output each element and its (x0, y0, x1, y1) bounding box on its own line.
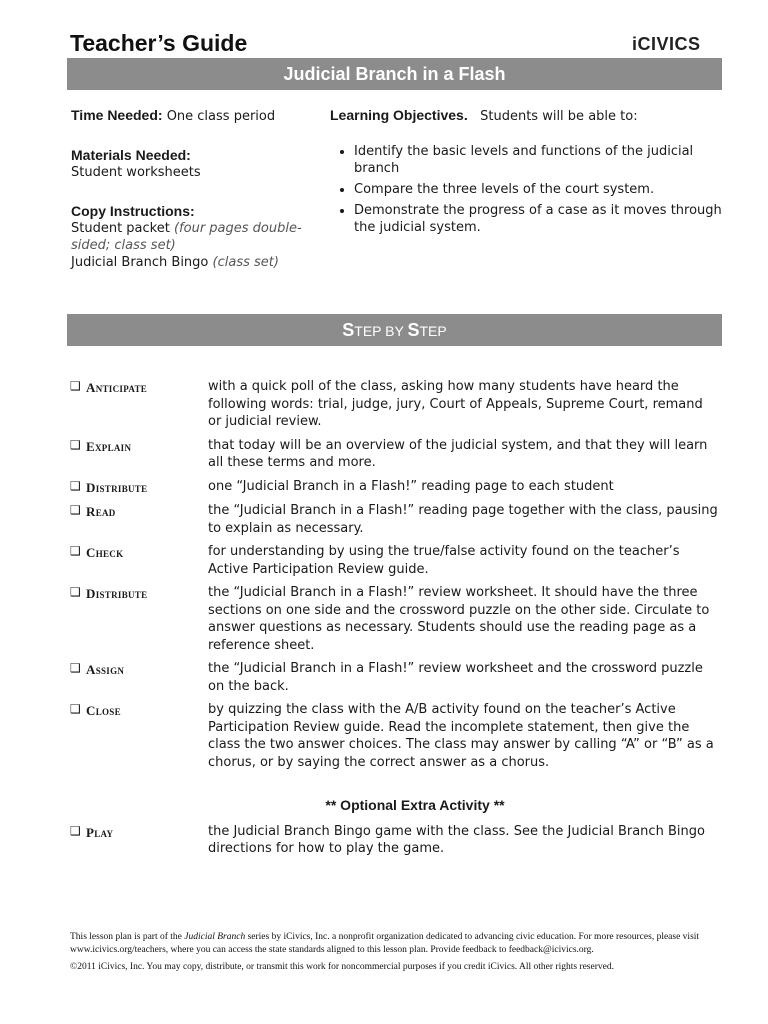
step-item (70, 502, 720, 537)
checkbox-icon[interactable]: ❑ (70, 437, 81, 452)
step-item (70, 584, 720, 654)
step-verb: Distribute (86, 586, 148, 601)
step-description: one “Judicial Branch in a Flash!” reading page to each student (208, 478, 614, 494)
step-description: the “Judicial Branch in a Flash!” reading page together with the class, pausing to explain as necessary. (208, 503, 718, 536)
step-description: the Judicial Branch Bingo game with the class. See the Judicial Branch Bingo directions for how to play the game. (208, 823, 705, 856)
copy-item-note: (four pages double-sided; class set) (71, 221, 302, 253)
copy-item-text: Judicial Branch Bingo (71, 255, 209, 270)
copy-instructions (71, 203, 316, 271)
step-item (70, 478, 720, 497)
step-verb: Check (86, 545, 124, 560)
optional-activity-heading: ** Optional Extra Activity ** (325, 797, 505, 813)
checkbox-icon[interactable]: ❑ (70, 478, 81, 493)
step-verb: Play (86, 824, 114, 840)
step-verb: Distribute (86, 479, 148, 495)
checkbox-icon[interactable]: ❑ (70, 585, 81, 599)
time-label: Time Needed: (71, 107, 163, 123)
banner-letter: S (342, 320, 355, 340)
footer-series-name: Judicial Branch (184, 932, 246, 942)
checkbox-icon[interactable]: ❑ (70, 661, 81, 675)
objectives-list (330, 143, 725, 236)
step-item (70, 437, 720, 472)
step-description: the “Judicial Branch in a Flash!” review worksheet and the crossword puzzle on the back. (208, 661, 703, 694)
step-verb: Anticipate (86, 380, 148, 395)
checkbox-icon[interactable]: ❑ (70, 823, 81, 838)
copy-label: Copy Instructions: (71, 203, 195, 219)
objective-item: • Demonstrate the progress of a case as it moves through the judicial system. (354, 202, 725, 236)
lesson-title-banner: Judicial Branch in a Flash (67, 58, 722, 90)
learning-objectives (330, 107, 725, 240)
lesson-info (71, 107, 316, 271)
footer-copyright: ©2011 iCivics, Inc. You may copy, distribute, or transmit this work for noncommercial purposes if you credit iCivics. All other rights reserved. (70, 962, 614, 972)
step-description: that today will be an overview of the judicial system, and that they will learn all these terms and more. (208, 437, 708, 470)
step-item (70, 378, 720, 431)
checkbox-icon[interactable]: ❑ (70, 379, 81, 393)
copy-item-text: Student packet (71, 221, 170, 236)
checkbox-icon[interactable]: ❑ (70, 503, 81, 517)
checkbox-icon[interactable]: ❑ (70, 544, 81, 558)
step-item (70, 543, 720, 578)
icivics-logo: iCIVICS (632, 34, 701, 54)
copy-item-note: (class set) (212, 255, 279, 270)
materials-needed (71, 147, 316, 181)
time-value: One class period (166, 109, 276, 124)
banner-word: TEP (354, 323, 386, 339)
materials-label: Materials Needed: (71, 147, 191, 163)
objective-item: • Identify the basic levels and functions of the judicial branch (354, 143, 725, 177)
banner-letter: S (407, 320, 420, 340)
page-title: Teacher’s Guide (70, 30, 248, 56)
step-item (70, 660, 720, 695)
step-verb: Assign (86, 662, 125, 677)
step-description: by quizzing the class with the A/B activity found on the teacher’s Active Participation Review guide. Read the incomplete statement, then give the class the two answer choices. The class may answer by calling “A” or “B” as a chorus, or by saying the correct answer as a chorus. (208, 702, 714, 770)
copy-item (71, 220, 316, 254)
footer (70, 931, 730, 974)
step-verb: Close (86, 703, 121, 718)
objective-item: • Compare the three levels of the court system. (354, 181, 725, 198)
optional-step-item (70, 823, 720, 858)
footer-text: series by iCivics, Inc. a nonprofit organization dedicated to advancing civic education. For more resources, please visit www.icivics.org/teachers, where you can access the state standards aligned to this lesson plan. Provide feedback to feedback@icivics.org. (70, 932, 700, 955)
step-description: the “Judicial Branch in a Flash!” review worksheet. It should have the three sections on one side and the crossword puzzle on the other side. Circulate to answer questions as necessary. Students should use the reading page as a reference sheet. (208, 585, 710, 653)
footer-text: This lesson plan is part of the (70, 932, 185, 942)
step-verb: Read (86, 504, 116, 519)
objectives-label: Learning Objectives. (330, 107, 468, 123)
materials-value: Student worksheets (71, 165, 201, 180)
copy-item (71, 254, 316, 271)
steps-list (70, 378, 720, 864)
step-by-step-banner (67, 314, 722, 346)
step-verb: Explain (86, 438, 132, 454)
banner-word: BY (385, 323, 408, 339)
banner-word: TEP (419, 323, 447, 339)
footer-note (70, 931, 730, 956)
time-needed (71, 107, 316, 125)
step-description: with a quick poll of the class, asking how many students have heard the following words: trial, judge, jury, Court of Appeals, Supreme Court, remand or judicial review. (208, 379, 703, 429)
objectives-intro: Students will be able to: (480, 109, 638, 124)
checkbox-icon[interactable]: ❑ (70, 702, 81, 716)
step-item (70, 701, 720, 771)
step-description: for understanding by using the true/false activity found on the teacher’s Active Participation Review guide. (208, 544, 680, 577)
